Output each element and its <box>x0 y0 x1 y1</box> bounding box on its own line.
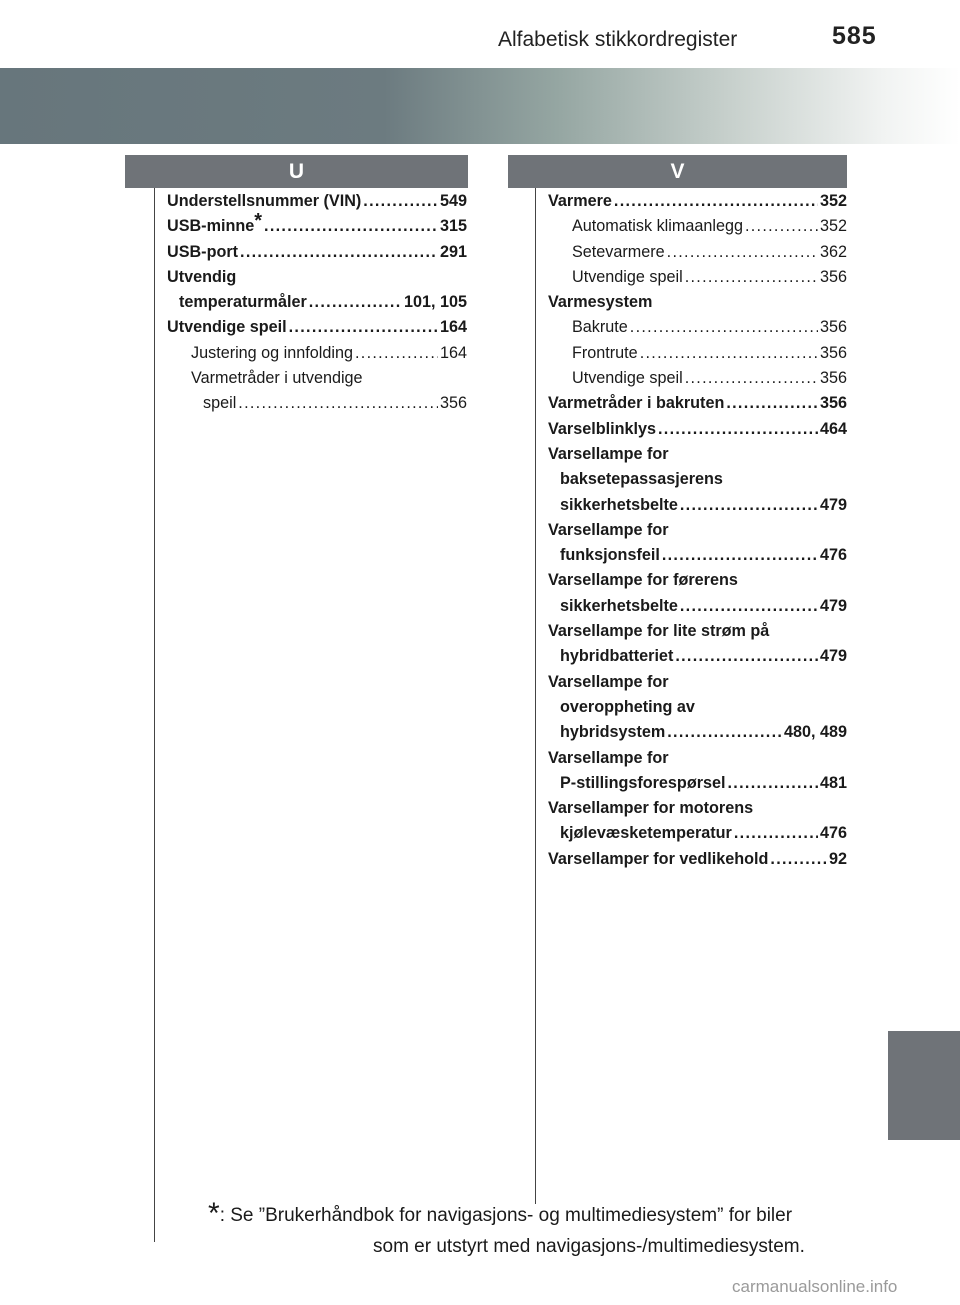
index-entry-line: Varsellampe for <box>548 748 669 767</box>
section-heading-v: V <box>508 155 847 188</box>
footnote-marker: * <box>254 210 263 233</box>
index-subentry: Frontrute . . . 356 <box>548 341 847 366</box>
index-entry: hybridsystem . . . 480, 489 <box>548 720 847 745</box>
index-entry: Varmetråder i bakruten . . . 356 <box>548 391 847 416</box>
running-header-title: Alfabetisk stikkordregister <box>498 28 738 51</box>
index-subentry-line: Varmetråder i utvendige <box>191 369 363 388</box>
index-entry: temperaturmåler . . . 101, 105 <box>167 290 467 315</box>
index-subentry: Utvendige speil . . . 356 <box>548 366 847 391</box>
index-entry-line: Varsellampe for <box>548 520 669 539</box>
index-entry: Utvendige speil . . . 164 <box>167 315 467 340</box>
chapter-thumb-tab <box>888 1031 960 1140</box>
index-entry-line: Varsellampe for lite strøm på <box>548 622 770 641</box>
footnote-asterisk: * <box>208 1197 220 1230</box>
index-entry-line: Utvendig <box>167 267 237 286</box>
index-subentry: Justering og innfolding . . . 164 <box>167 341 467 366</box>
column-rule-left <box>154 188 155 1242</box>
index-entry: Varmere . . . 352 <box>548 189 847 214</box>
page-number: 585 <box>832 22 877 50</box>
index-subentry: Bakrute . . . 356 <box>548 315 847 340</box>
index-entry: USB-minne* . . . 315 <box>167 214 467 239</box>
index-entry: Varmesystem <box>548 293 653 312</box>
header-banner <box>0 68 960 144</box>
index-column-v <box>548 189 847 872</box>
index-subentry: Setevarmere . . . 362 <box>548 240 847 265</box>
index-entry: kjølevæsketemperatur . . . 476 <box>548 821 847 846</box>
index-subentry: speil . . . 356 <box>167 391 467 416</box>
index-entry-line: Varsellampe for <box>548 444 669 463</box>
index-entry-line: baksetepassasjerens <box>560 470 723 489</box>
index-subentry: Utvendige speil . . . 356 <box>548 265 847 290</box>
index-entry: Varselblinklys . . . 464 <box>548 417 847 442</box>
index-entry: sikkerhetsbelte . . . 479 <box>548 493 847 518</box>
footnote-line-2: som er utstyrt med navigasjons-/multimediesystem. <box>373 1236 805 1257</box>
index-subentry: Automatisk klimaanlegg . . . 352 <box>548 214 847 239</box>
index-entry-line: overoppheting av <box>560 697 695 716</box>
footnote-line-1: *: Se ”Brukerhåndbok for navigasjons- og multimediesystem” for biler <box>208 1197 793 1230</box>
index-entry: Varsellamper for vedlikehold . . . 92 <box>548 847 847 872</box>
index-entry: Understellsnummer (VIN) . . . 549 <box>167 189 467 214</box>
watermark: carmanualsonline.info <box>732 1277 898 1296</box>
section-heading-u: U <box>125 155 468 188</box>
index-entry: hybridbatteriet . . . 479 <box>548 644 847 669</box>
index-entry-line: Varsellampe for <box>548 672 669 691</box>
index-entry: P-stillingsforespørsel . . . 481 <box>548 771 847 796</box>
index-entry: USB-port . . . 291 <box>167 240 467 265</box>
index-entry-line: Varsellamper for motorens <box>548 799 754 818</box>
index-entry: sikkerhetsbelte . . . 479 <box>548 594 847 619</box>
index-entry: funksjonsfeil . . . 476 <box>548 543 847 568</box>
column-rule-middle <box>535 188 536 1204</box>
index-entry-line: Varsellampe for førerens <box>548 571 738 590</box>
index-column-u <box>167 189 467 417</box>
